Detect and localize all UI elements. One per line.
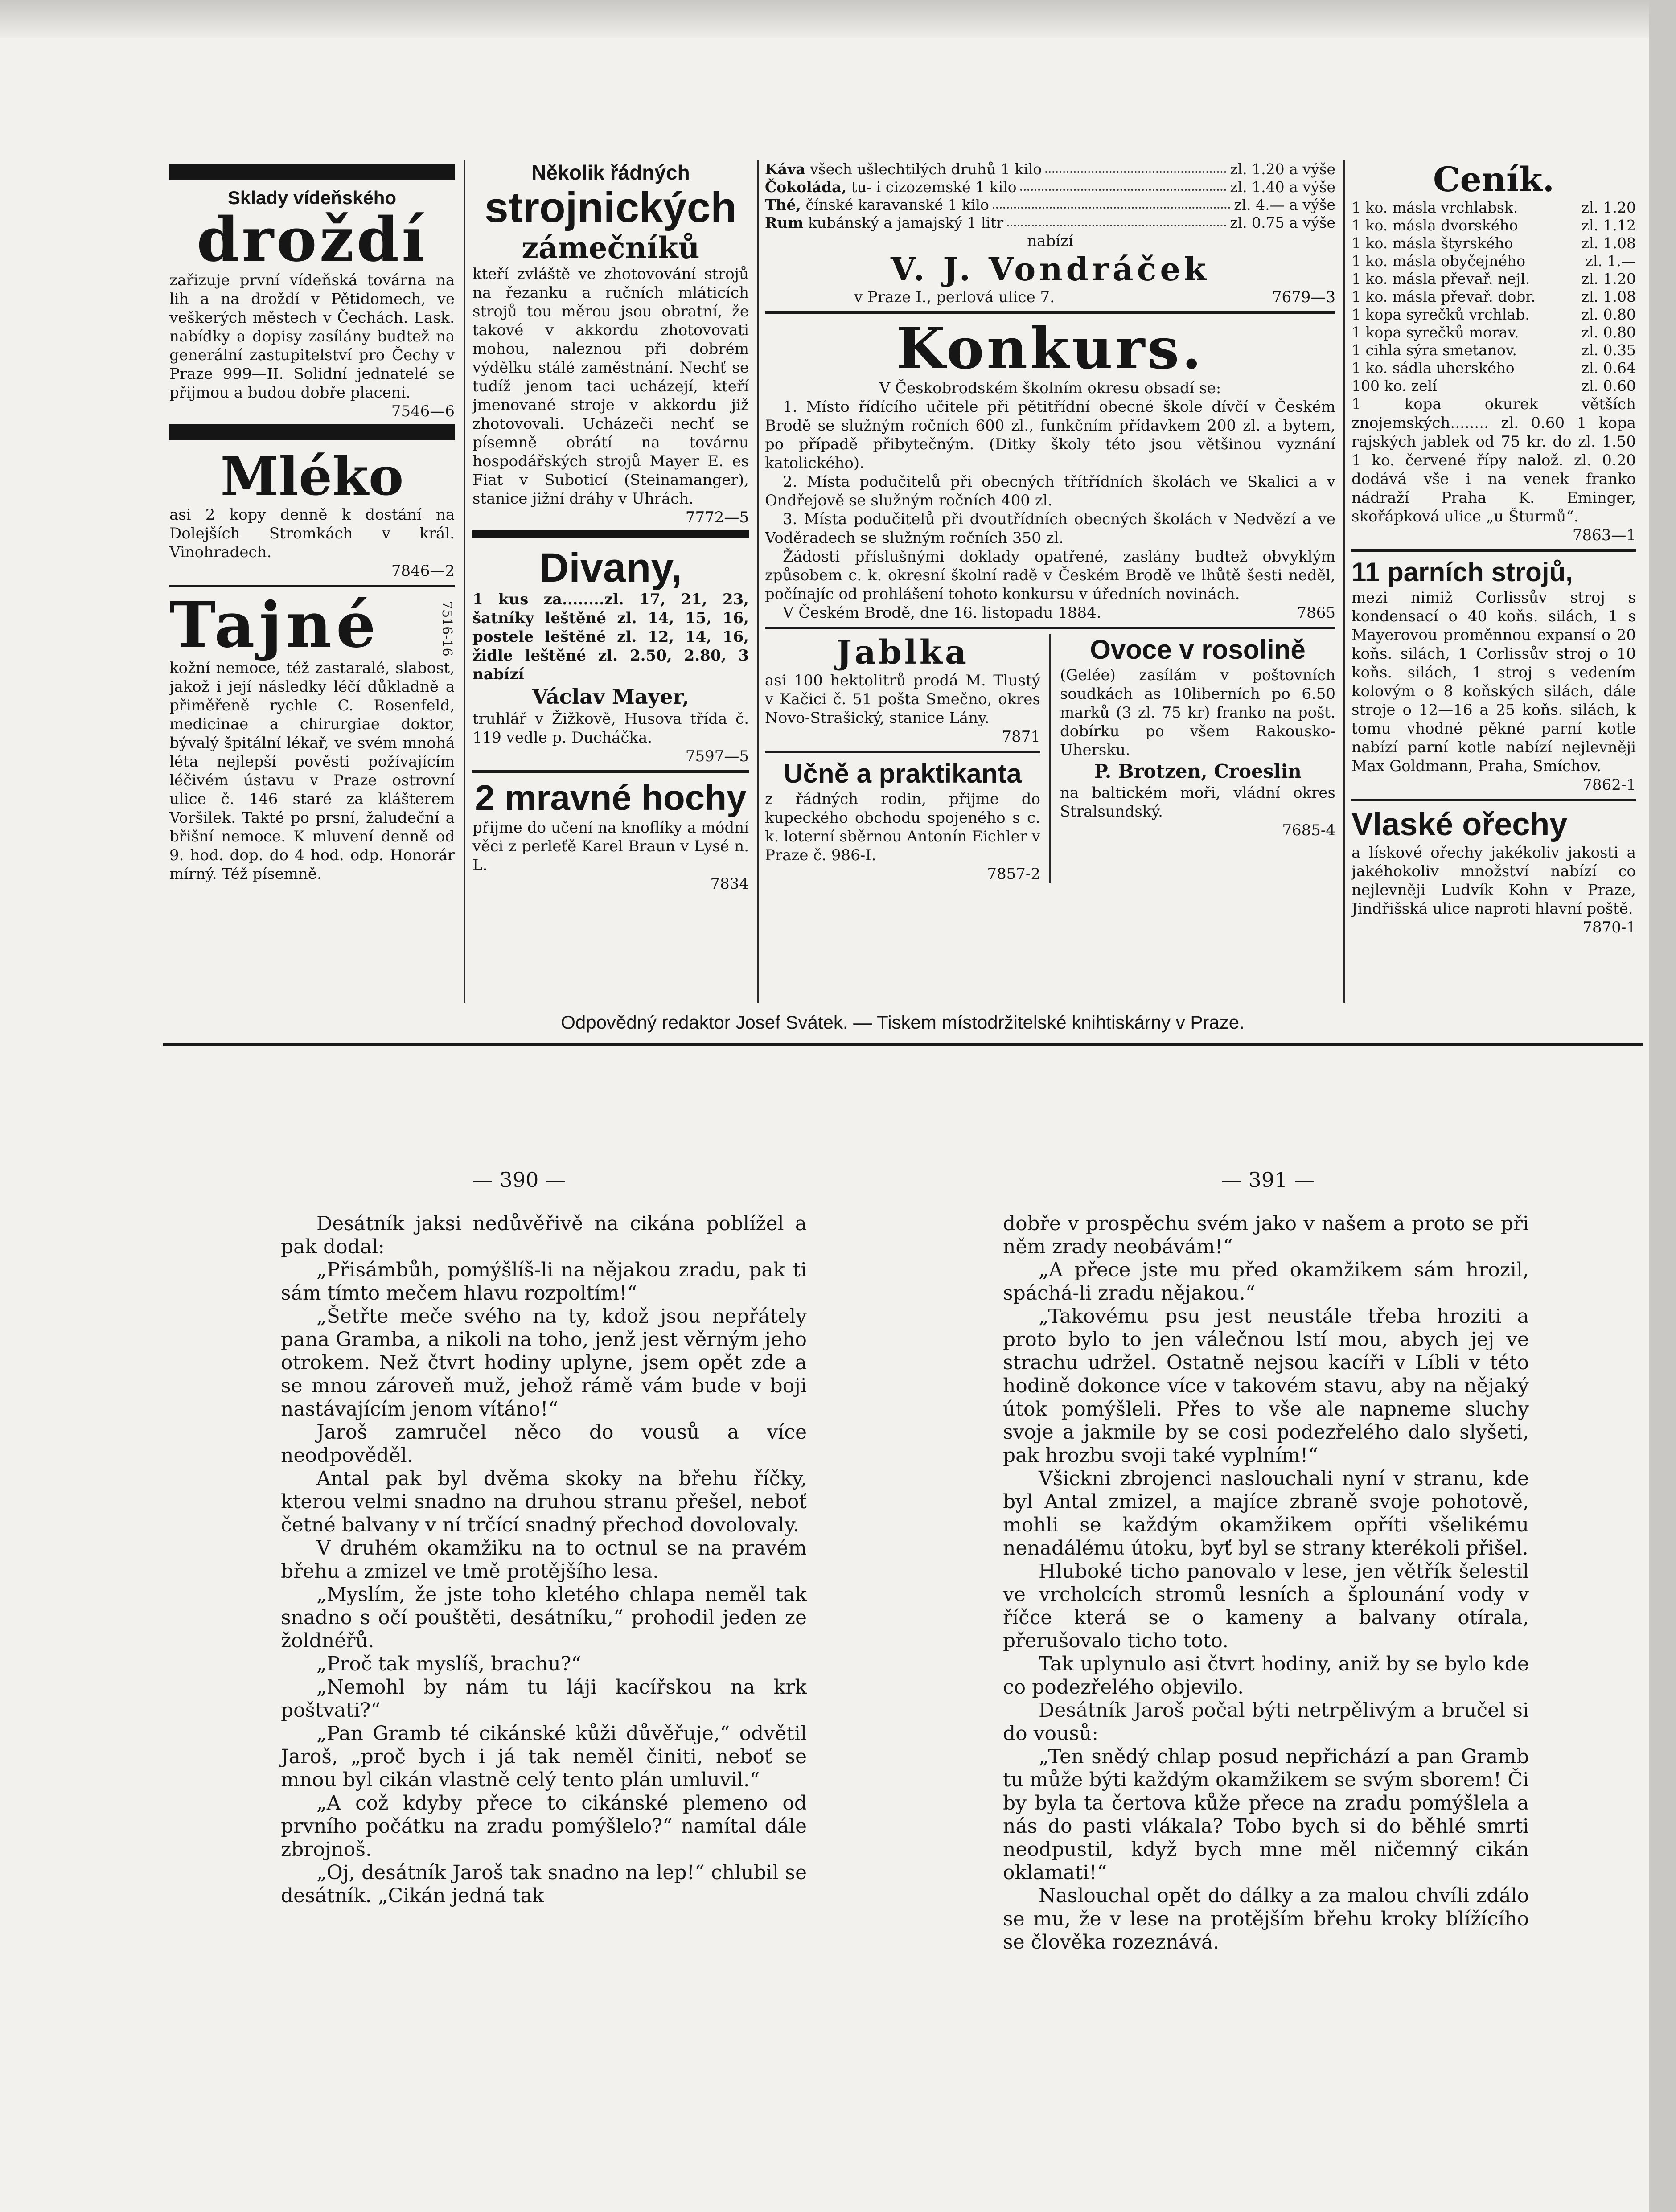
cenik-code: 7863—1	[1572, 526, 1636, 544]
ad5-name: Václav Mayer,	[532, 685, 690, 709]
story-paragraph: „Přisámbůh, pomýšlíš-li na nějakou zradu, pak ti sám tímto mečem hlavu rozpoltím!“	[281, 1259, 807, 1305]
sub-column-rule	[1049, 634, 1051, 883]
ucne-body: z řádných rodin, přijme do kupeckého obchodu spojeného s c. k. loterní sběrnou Antonín Eichler v Praze č. 986-I.	[765, 790, 1040, 864]
stroje-body: mezi nimiž Corlissův stroj s kondensací o 40 koňs. silách, 1 s Mayerovou proměnnou expansí o 20 koňs. silách, 1 Corlissův stroj o 10 koňs. silách, 1 stroj s vedením kolovým o 8 koňských silách, dále stroje o 12—16 a 25 koňs. silách, k tomu vhodné pěkné parní kotle nabízí parní kotle nabízí nejlevněji Max Goldmann, Praha, Smíchov.	[1351, 589, 1636, 775]
cenik-list	[1351, 199, 1636, 395]
ad6-title: 2 mravné hochy	[475, 778, 747, 817]
ad4-subtitle: zámečníků	[522, 230, 700, 265]
cenik-row	[1351, 217, 1636, 234]
cenik-price: zl. 1.12	[1581, 217, 1636, 234]
story-paragraph: „Šetřte meče svého na ty, kdož jsou nepřátely pana Gramba, a nikoli na toho, jenž jest věrným jeho otrokem. Než čtvrt hodiny uplyne, jsem opět zde a se mnou zároveň muž, jehož rámě vám bude v boji nastávajícím jenom vítáno!“	[281, 1305, 807, 1420]
ad1-heading: Sklady vídeňského	[227, 187, 397, 208]
cenik-row	[1351, 324, 1636, 341]
story-paragraph: Jaroš zamručel něco do vousů a více neodpověděl.	[281, 1421, 807, 1467]
ad-column-3	[765, 160, 1335, 1003]
footer-rule	[163, 1043, 1643, 1046]
cenik-row	[1351, 288, 1636, 306]
story-page-left	[281, 1212, 807, 1908]
cenik-row	[1351, 377, 1636, 395]
story-paragraph: „Pan Gramb té cikánské kůži důvěřuje,“ odvětil Jaroš, „proč bych i já tak neměl činiti, neboť se mnou byl cikán vlastně celý tento plán umluvil.“	[281, 1722, 807, 1791]
cenik-item: 1 kopa syrečků morav.	[1351, 324, 1519, 341]
price-row	[765, 160, 1335, 178]
cenik-row	[1351, 234, 1636, 252]
ad-column-1	[169, 160, 455, 1003]
konkurs-p6: V Českém Brodě, dne 16. listopadu 1884.	[783, 604, 1101, 622]
cenik-item: 1 ko. másla převař. dobr.	[1351, 288, 1536, 305]
cenik-price: zl. 1.—	[1585, 252, 1636, 270]
column-rule	[757, 160, 759, 1003]
orechy-title: Vlaské ořechy	[1351, 807, 1568, 842]
page-number-right: — 391 —	[1221, 1168, 1315, 1192]
price-value: zl. 0.75 a výše	[1230, 214, 1335, 231]
cenik-row	[1351, 199, 1636, 217]
column-rule	[464, 160, 465, 1003]
ad2-code: 7846—2	[391, 562, 455, 580]
cenik-item: 1 ko. másla obyčejného	[1351, 252, 1526, 270]
rule	[169, 164, 455, 180]
cenik-price: zl. 0.80	[1581, 306, 1636, 323]
story-paragraph: „Proč tak myslíš, brachu?“	[316, 1653, 581, 1675]
ad4-body: kteří zvláště ve zhotovování strojů na řezanku a ručních mláticích strojů tou měrou jsou obratní, že takové v akkordu zhotovovati mohou, naleznou při dobrém výdělku stálé zaměstnání. Nechť se tudíž jenom taci ucházejí, kteří jmenované stroje v akkordu již zhotovovali. Ucházeči nechť se písemně obrátí na továrnu hospodářských strojů Mayer E. es Fiat v Suboticí (Steinamanger), stanice jižní dráhy v Uhrách.	[472, 265, 749, 508]
ad1-code: 7546—6	[391, 402, 455, 420]
story-paragraph: „Takovému psu jest neustále třeba hroziti a proto bylo to jen válečnou lstí mou, abych jej ve strachu udržel. Ostatně nejsou kacíři v Líbli v této hodině dokonce více v takovém stavu, aby na nějaký útok pomýšleli. Přes to vše ale napneme sluchy svoje a jakmile by se cosi podezřelého dalo slyšeti, pak hrozbu svoji také vyplním!“	[1003, 1305, 1529, 1467]
price-list	[765, 160, 1335, 232]
story-paragraph: Tak uplynulo asi čtvrt hodiny, aniž by se bylo kde co podezřelého objevilo.	[1003, 1653, 1529, 1699]
cenik-price: zl. 1.20	[1581, 270, 1636, 287]
price-row	[765, 178, 1335, 196]
ovoce-name: P. Brotzen, Croeslin	[1094, 760, 1302, 782]
ad5-body: 1 kus za........zl. 17, 21, 23, šatníky leštěné zl. 14, 15, 16, postele leštěné zl. 12, 14, 16, židle leštěné zl. 2.50, 2.80, 3 nabízí	[472, 591, 749, 683]
price-row	[765, 214, 1335, 232]
ad4-code: 7772—5	[685, 509, 749, 526]
story-paragraph: „Ten snědý chlap posud nepřichází a pan Gramb tu může býti každým okamžikem se svým sborem! Či by byla ta čertova kůže přece na zradu pomýšlela a nás do pasti vlákala? Tobo bych si do běhlé smrti neodpustil, když bych mne měl ničemný cikán oklamati!“	[1003, 1745, 1529, 1884]
ad6-code: 7834	[710, 875, 749, 893]
konkurs-p5: Žádosti příslušnými doklady opatřené, zaslány budtež obvyklým způsobem c. k. okresní školní radě v Českém Brodě ve lhůtě šesti neděl, počínajíc od prohlášení tohoto konkursu v úředních novinách.	[765, 548, 1335, 603]
rule	[472, 770, 749, 773]
ovoce-title: Ovoce v rosolině	[1090, 635, 1306, 665]
cenik-price: zl. 1.20	[1581, 199, 1636, 216]
ad1-body: zařizuje první vídeňská továrna na lih a na droždí v Pětidomech, ve veškerých městech v Čechách. Lask. nabídky a dopisy zasílány budtež na generální zastupitelství pro Čechy v Praze 999—II. Solidní jednatelé se přijmou a budou dobře placeni.	[169, 271, 455, 402]
rule	[765, 627, 1335, 629]
ad4-heading: Několik řádných	[531, 161, 690, 184]
jablka-title: Jablka	[836, 633, 969, 672]
jablka-body: asi 100 hektolitrů prodá M. Tlustý v Kačici č. 51 pošta Smečno, okres Novo-Strašický, stanice Lány.	[765, 672, 1040, 727]
price-desc: čínské karavanské 1 kilo	[801, 196, 989, 213]
cenik-price: zl. 1.08	[1581, 288, 1636, 305]
page-number-left: — 390 —	[472, 1168, 566, 1192]
konkurs-p4: 3. Místa podučitelů při dvoutřídních obecných školách v Nedvězí a ve Voděradech se služným ročních 350 zl.	[765, 510, 1335, 547]
price-value: zl. 1.20 a výše	[1230, 160, 1335, 178]
jablka-code: 7871	[1002, 728, 1040, 746]
column-rule	[1343, 160, 1345, 1003]
ad5-body2: truhlář v Žižkově, Husova třída č. 119 vedle p. Ducháčka.	[472, 710, 749, 747]
ad3-body: kožní nemoce, též zastaralé, slabost, jakož i její následky léčí důkladně a přiměřeně rychle C. Rosenfeld, medicinae a chirurgiae doktor, bývalý špitální lékař, ve svém mnohá léta nejlepší pověsti požívajícím léčivém ústavu v Praze ostrovní ulice č. 146 staré za klášterem Voršilek. Takté po prsní, žaludeční a břišní nemoce. K mluvení denně od 9. hod. dop. do 4 hod. odp. Honorár mírný. Též písemně.	[169, 659, 455, 883]
ucne-code: 7857-2	[987, 865, 1040, 883]
cenik-more: 1 kopa okurek větších znojemských........ zl. 0.60 1 kopa rajských jablek od 75 kr. do zl. 1.50 1 ko. červené řípy nalož. zl. 0.20 dodává vše i na venek franko nádraží Praha K. Eminger, skořápková ulice „u Šturmů“.	[1351, 395, 1636, 525]
rule	[1351, 549, 1636, 552]
merchant-code: 7679—3	[1272, 288, 1335, 306]
ad3-title-wrap	[169, 589, 455, 662]
ad6-body: přijme do učení na knoflíky a módní věci z perleťě Karel Braun v Lysé n. L.	[472, 819, 749, 874]
ovoce-code: 7685-4	[1282, 821, 1335, 839]
price-row	[765, 196, 1335, 214]
ovoce-body2: na baltickém moři, vládní okres Stralsundský.	[1060, 784, 1335, 821]
price-item: Rum	[765, 214, 804, 231]
cenik-row	[1351, 252, 1636, 270]
story-paragraph: Naslouchal opět do dálky a za malou chvíli zdálo se mu, že v lese na protějším břehu kroky blížícího se člověka rozeznává.	[1003, 1884, 1529, 1953]
ad-column-4	[1351, 160, 1636, 1003]
rule	[472, 530, 749, 538]
ucne-title: Učně a praktikanta	[784, 759, 1022, 788]
imprint-footer: Odpovědný redaktor Josef Svátek. — Tiskem místodržitelské knihtiskárny v Praze.	[561, 1012, 1245, 1033]
story-paragraph: Desátník Jaroš počal býti netrpělivým a bručel si do vousů:	[1003, 1699, 1529, 1745]
story-paragraph: V druhém okamžiku na to octnul se na pravém břehu a zmizel ve tmě protějšího lesa.	[281, 1537, 807, 1583]
story-paragraph: Antal pak byl dvěma skoky na břehu říčky, kterou velmi snadno na druhou stranu přešel, neboť četné balvany v ní trčící snadný přechod dovolovaly.	[281, 1467, 807, 1536]
ad5-code: 7597—5	[685, 747, 749, 765]
ad3-title: Tajné	[169, 589, 381, 662]
cenik-price: zl. 0.80	[1581, 324, 1636, 341]
cenik-item: 1 ko. másla převař. nejl.	[1351, 270, 1530, 287]
sub-col-left	[765, 634, 1040, 883]
konkurs-code: 7865	[1297, 604, 1335, 622]
cenik-item: 1 ko. másla dvorského	[1351, 217, 1518, 234]
scan-right-edge	[1649, 0, 1676, 2212]
price-desc: kubánský a jamajský 1 litr	[803, 214, 1004, 231]
cenik-item: 1 ko. sádla uherského	[1351, 359, 1515, 377]
scan-top-shadow	[0, 0, 1676, 38]
story-paragraph: dobře v prospěchu svém jako v našem a proto se při něm zrady neobávám!“	[1003, 1212, 1529, 1258]
ad3-side-code: 7516-16	[439, 601, 455, 657]
konkurs-p1: V Českobrodském školním okresu obsadí se:	[879, 379, 1221, 397]
cenik-row	[1351, 270, 1636, 288]
stroje-code: 7862-1	[1582, 776, 1636, 794]
ad5-title: Divany,	[539, 545, 682, 591]
stroje-title: 11 parních strojů,	[1351, 557, 1573, 587]
price-value: zl. 1.40 a výše	[1230, 178, 1335, 196]
sub-col-right	[1060, 634, 1335, 883]
story-paragraph: „A což kdyby přece to cikánské plemeno od prvního počátku na zradu pomýšlelo?“ namítal dále zbrojnoš.	[281, 1792, 807, 1861]
orechy-body: a lískové ořechy jakékoliv jakosti a jakéhokoliv množství nabízí co nejlevněji Ludvík Kohn v Praze, Jindřišská ulice naproti hlavní poště.	[1351, 844, 1636, 918]
cenik-row	[1351, 306, 1636, 324]
ad2-title: Mléko	[220, 445, 404, 507]
rule	[169, 585, 455, 587]
merchant-name: V. J. Vondráček	[890, 250, 1210, 288]
cenik-item: 1 kopa syrečků vrchlab.	[1351, 306, 1530, 323]
price-item: Thé,	[765, 196, 801, 213]
rule	[765, 751, 1040, 753]
story-page-right	[1003, 1212, 1529, 1954]
cenik-item: 1 cihla sýra smetanov.	[1351, 341, 1517, 359]
story-paragraph: Hluboké ticho panovalo v lese, jen větřík šelestil ve vrcholcích stromů lesních a šplounání vody v říčce která se o kameny a balvany otírala, přerušovalo ticho toto.	[1003, 1560, 1529, 1652]
cenik-item: 1 ko. másla štyrského	[1351, 234, 1513, 252]
ad4-title: strojnických	[485, 184, 737, 231]
merchant-address: v Praze I., perlová ulice 7.	[854, 288, 1055, 306]
cenik-row	[1351, 359, 1636, 377]
story-paragraph: „Oj, desátník Jaroš tak snadno na lep!“ chlubil se desátník. „Cikán jedná tak	[281, 1861, 807, 1907]
cenik-price: zl. 0.60	[1581, 377, 1636, 394]
story-paragraph: „Nemohl by nám tu láji kacířskou na krk poštvati?“	[281, 1676, 807, 1722]
cenik-price: zl. 1.08	[1581, 234, 1636, 252]
story-paragraph: Všickni zbrojenci naslouchali nyní v stranu, kde byl Antal zmizel, a majíce zbraně svoje pohotově, mohli se každým okamžikem opříti všelikému nenadálému útoku, byť byl se strany kterékoli přišel.	[1003, 1467, 1529, 1559]
ovoce-body: (Gelée) zasílám v poštovních soudkách as 10liberních po 6.50 marků (3 zl. 75 kr) franko na pošt. dobírku po všem Rakousko-Uhersku.	[1060, 666, 1335, 759]
konkurs-p3: 2. Místa podučitelů při obecných třítřídních školách ve Skalici a v Ondřejově se služným ročních 400 zl.	[765, 473, 1335, 509]
rule	[1351, 799, 1636, 801]
price-item: Káva	[765, 160, 805, 178]
ad1-title: droždí	[197, 204, 427, 275]
rule	[169, 424, 455, 440]
price-value: zl. 4.— a výše	[1234, 196, 1335, 213]
cenik-item: 1 ko. másla vrchlabsk.	[1351, 199, 1518, 216]
konkurs-title: Konkurs.	[896, 316, 1204, 382]
cenik-title: Ceník.	[1433, 160, 1555, 199]
rule	[765, 311, 1335, 314]
price-desc: všech ušlechtilých druhů 1 kilo	[805, 160, 1042, 178]
price-desc: tu- i cizozemské 1 kilo	[846, 178, 1017, 196]
cenik-price: zl. 0.64	[1581, 359, 1636, 377]
konkurs-p2: 1. Místo řídícího učitele při pětitřídní obecné škole dívčí v Českém Brodě se služným ročních 600 zl., funkčním přídavkem 200 zl. a bytem, po případě přibytečným. (Ditky školy této jsou většinou vyznání katolického).	[765, 398, 1335, 472]
ad2-body: asi 2 kopy denně k dostání na Dolejších Stromkách v král. Vinohradech.	[169, 506, 455, 561]
offers-label: nabízí	[1027, 232, 1073, 250]
ad-column-2	[472, 160, 749, 1003]
orechy-code: 7870-1	[1582, 919, 1636, 936]
cenik-item: 100 ko. zelí	[1351, 377, 1437, 394]
price-item: Čokoláda,	[765, 178, 847, 196]
story-paragraph: Desátník jaksi nedůvěřivě na cikána poblížel a pak dodal:	[281, 1212, 807, 1258]
cenik-row	[1351, 341, 1636, 359]
story-paragraph: „A přece jste mu před okamžikem sám hrozil, spáchá-li zradu nějakou.“	[1003, 1259, 1529, 1305]
cenik-price: zl. 0.35	[1581, 341, 1636, 359]
story-paragraph: „Myslím, že jste toho kletého chlapa neměl tak snadno s očí pouštěti, desátníku,“ prohodil jeden ze žoldnéřů.	[281, 1583, 807, 1652]
